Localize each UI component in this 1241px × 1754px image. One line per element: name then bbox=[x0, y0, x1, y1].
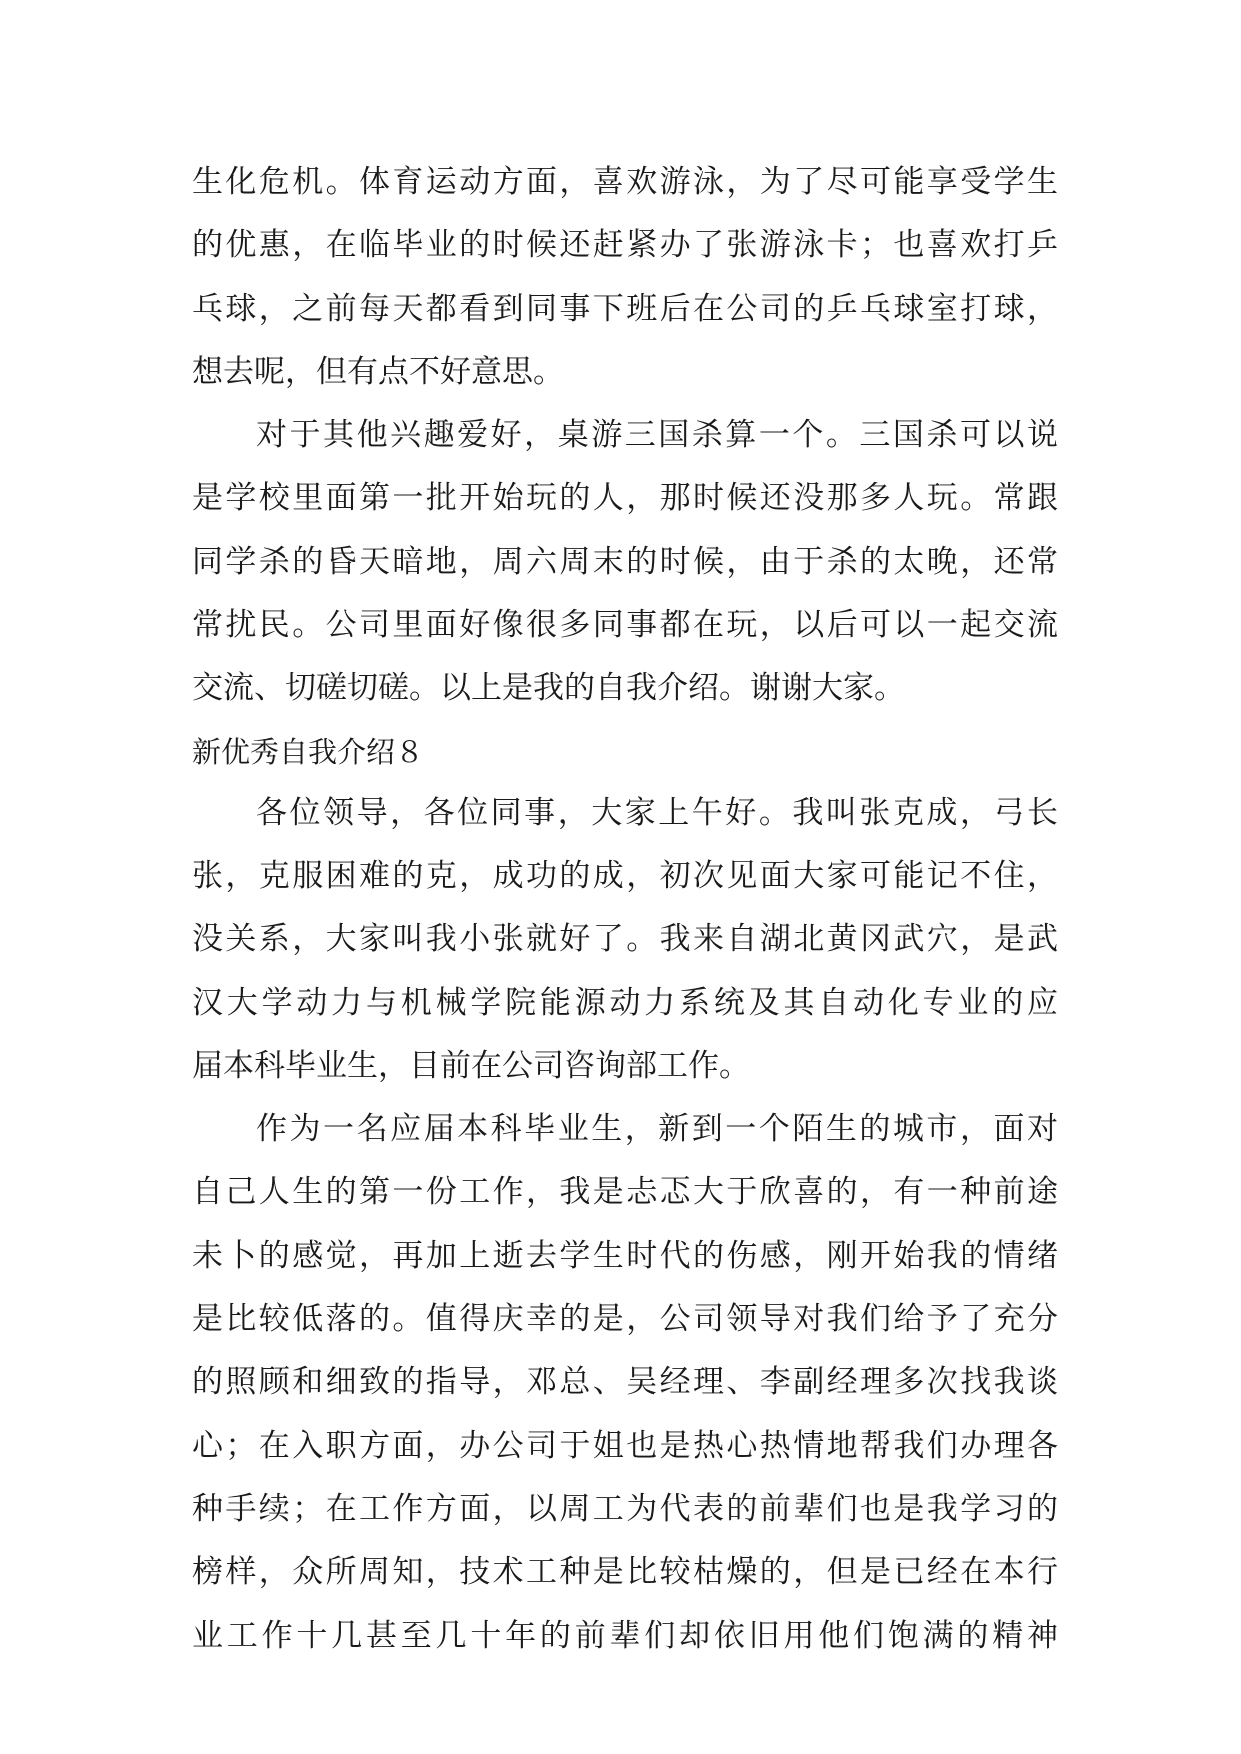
text-line: 的优惠，在临毕业的时候还赶紧办了张游泳卡；也喜欢打乒 bbox=[192, 227, 1058, 264]
text-line: 各位领导，各位同事，大家上午好。我叫张克成，弓长 bbox=[256, 794, 1058, 831]
text-line: 的照顾和细致的指导，邓总、吴经理、李副经理多次找我谈 bbox=[192, 1364, 1058, 1401]
text-line: 届本科毕业生，目前在公司咨询部工作。 bbox=[192, 1047, 750, 1084]
text-line: 没关系，大家叫我小张就好了。我来自湖北黄冈武穴，是武 bbox=[192, 921, 1058, 958]
text-line: 生化危机。体育运动方面，喜欢游泳，为了尽可能享受学生 bbox=[192, 164, 1058, 200]
text-line: 榜样，众所周知，技术工种是比较枯燥的，但是已经在本行 bbox=[192, 1554, 1058, 1591]
text-line: 作为一名应届本科毕业生，新到一个陌生的城市，面对 bbox=[256, 1111, 1058, 1148]
text-line: 种手续；在工作方面，以周工为代表的前辈们也是我学习的 bbox=[192, 1490, 1058, 1527]
text-line: 同学杀的昏天暗地，周六周末的时候，由于杀的太晚，还常 bbox=[192, 543, 1058, 580]
text-line: 交流、切磋切磋。以上是我的自我介绍。谢谢大家。 bbox=[192, 670, 905, 707]
text-line: 是比较低落的。值得庆幸的是，公司领导对我们给予了充分 bbox=[192, 1301, 1058, 1338]
text-line: 心；在入职方面，办公司于姐也是热心热情地帮我们办理各 bbox=[192, 1427, 1058, 1464]
text-line: 业工作十几甚至几十年的前辈们却依旧用他们饱满的精神 bbox=[192, 1617, 1058, 1654]
text-line: 自己人生的第一份工作，我是忐忑大于欣喜的，有一种前途 bbox=[192, 1174, 1058, 1211]
text-line: 对于其他兴趣爱好，桌游三国杀算一个。三国杀可以说 bbox=[256, 417, 1058, 454]
text-line: 张，克服困难的克，成功的成，初次见面大家可能记不住， bbox=[192, 857, 1058, 894]
text-line: 汉大学动力与机械学院能源动力系统及其自动化专业的应 bbox=[192, 984, 1058, 1021]
text-line: 未卜的感觉，再加上逝去学生时代的伤感，刚开始我的情绪 bbox=[192, 1237, 1058, 1274]
text-line: 常扰民。公司里面好像很多同事都在玩，以后可以一起交流 bbox=[192, 607, 1058, 644]
section-heading: 新优秀自我介绍８ bbox=[192, 734, 425, 769]
text-line: 想去呢，但有点不好意思。 bbox=[192, 353, 564, 390]
document-body bbox=[192, 160, 1058, 1677]
text-line: 乓球，之前每天都看到同事下班后在公司的乒乓球室打球， bbox=[192, 290, 1058, 327]
text-line: 是学校里面第一批开始玩的人，那时候还没那多人玩。常跟 bbox=[192, 480, 1058, 517]
